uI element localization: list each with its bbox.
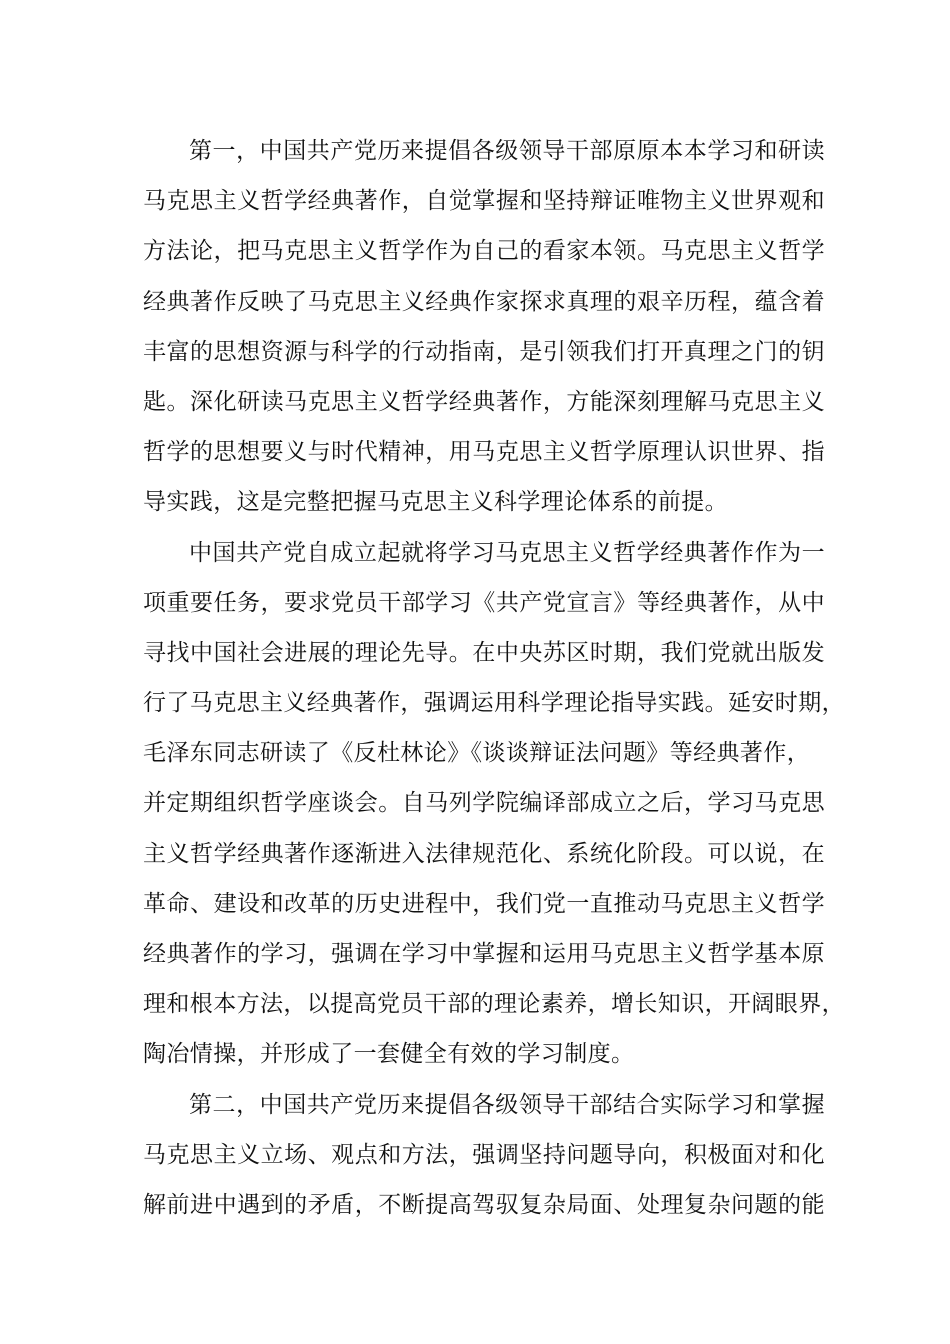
text-line: 项重要任务，要求党员干部学习《共产党宣言》等经典著作，从中 [143,589,825,616]
text-line: 行了马克思主义经典著作，强调运用科学理论指导实践。延安时期， [143,690,845,717]
text-line: 经典著作反映了马克思主义经典作家探求真理的艰辛历程，蕴含着 [143,288,825,315]
text-line: 毛泽东同志研读了《反杜林论》《谈谈辩证法问题》等经典著作， [143,740,811,767]
document-body [143,126,845,1230]
paragraph-2 [143,528,845,1080]
text-line: 方法论，把马克思主义哲学作为自己的看家本领。马克思主义哲学 [143,238,825,265]
text-line: 革命、建设和改革的历史进程中，我们党一直推动马克思主义哲学 [143,890,825,917]
text-line: 第二，中国共产党历来提倡各级领导干部结合实际学习和掌握 [189,1091,825,1118]
text-line: 经典著作的学习，强调在学习中掌握和运用马克思主义哲学基本原 [143,941,825,967]
text-line: 哲学的思想要义与时代精神，用马克思主义哲学原理认识世界、指 [143,439,825,466]
text-line: 陶冶情操，并形成了一套健全有效的学习制度。 [143,1041,635,1068]
text-line: 导实践，这是完整把握马克思主义科学理论体系的前提。 [143,489,728,516]
text-line: 匙。深化研读马克思主义哲学经典著作，方能深刻理解马克思主义 [143,388,825,415]
paragraph-3 [143,1080,825,1231]
text-line: 理和根本方法，以提高党员干部的理论素养，增长知识，开阔眼界， [143,991,845,1018]
text-line: 并定期组织哲学座谈会。自马列学院编译部成立之后，学习马克思 [143,790,825,817]
text-line: 丰富的思想资源与科学的行动指南，是引领我们打开真理之门的钥 [143,338,825,365]
text-line: 中国共产党自成立起就将学习马克思主义哲学经典著作作为一 [189,539,825,566]
text-line: 寻找中国社会进展的理论先导。在中央苏区时期，我们党就出版发 [143,639,825,666]
text-line: 主义哲学经典著作逐渐进入法律规范化、系统化阶段。可以说，在 [143,840,825,867]
text-line: 马克思主义立场、观点和方法，强调坚持问题导向，积极面对和化 [143,1141,825,1168]
text-line: 马克思主义哲学经典著作，自觉掌握和坚持辩证唯物主义世界观和 [143,188,825,215]
paragraph-1 [143,126,825,528]
text-line: 解前进中遇到的矛盾，不断提高驾驭复杂局面、处理复杂问题的能 [143,1191,825,1218]
text-line: 第一，中国共产党历来提倡各级领导干部原原本本学习和研读 [189,138,825,164]
